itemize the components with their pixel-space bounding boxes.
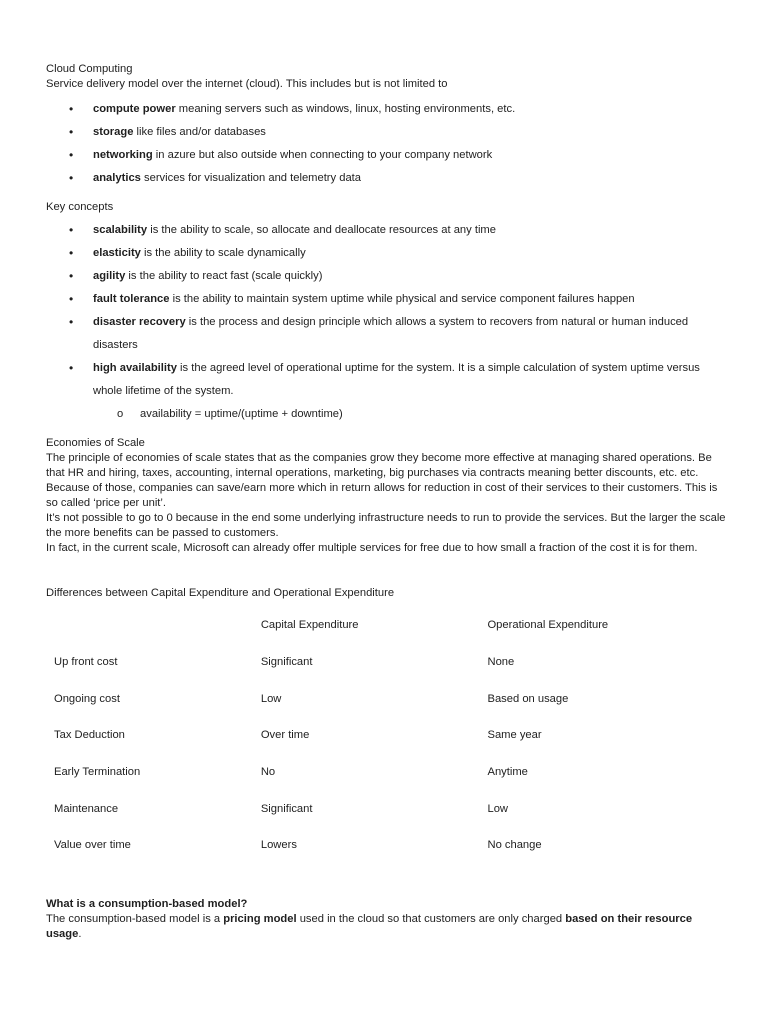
- table-cell: Anytime: [487, 766, 528, 779]
- list-item: [46, 265, 726, 288]
- description: services for visualization and telemetry data: [140, 172, 362, 184]
- term: elasticity: [93, 247, 141, 259]
- key-concepts-list: [46, 219, 726, 426]
- term: scalability: [93, 224, 148, 236]
- list-item: [46, 98, 726, 121]
- table-cell: Up front cost: [54, 656, 118, 669]
- text-segment: .: [78, 927, 82, 940]
- table-cell: Over time: [260, 729, 310, 742]
- term: agility: [93, 270, 126, 282]
- description: meaning servers such as windows, linux, hosting environments, etc.: [175, 103, 516, 115]
- text-segment: used in the cloud so that customers are only charged: [296, 912, 566, 925]
- term: high availability: [93, 362, 177, 374]
- table-cell: Maintenance: [54, 802, 119, 815]
- differences-heading: Differences between Capital Expenditure and Operational Expenditure: [46, 587, 395, 599]
- list-item: [46, 242, 726, 265]
- table-row: [46, 717, 726, 754]
- column-header: Capital Expenditure: [260, 619, 359, 632]
- term: networking: [93, 149, 153, 161]
- table-cell: Significant: [260, 656, 313, 669]
- description: is the ability to scale, so allocate and deallocate resources at any time: [147, 224, 496, 236]
- capex-opex-table: [46, 607, 726, 864]
- economies-paragraph: In fact, in the current scale, Microsoft can already offer multiple services for free due to how small a fraction of the cost it is for them.: [46, 542, 698, 554]
- description: is the process and design principle which allows a system to recovers from natural or human induced disasters: [93, 316, 689, 351]
- cloud-computing-heading: Cloud Computing: [46, 63, 133, 75]
- list-item: [46, 219, 726, 242]
- table-cell: Significant: [260, 802, 313, 815]
- table-cell: Based on usage: [487, 692, 569, 705]
- term: fault tolerance: [93, 293, 170, 305]
- table-cell: Same year: [487, 729, 542, 742]
- list-item: [46, 121, 726, 144]
- table-row: [46, 790, 726, 827]
- description: is the ability to scale dynamically: [140, 247, 306, 259]
- term: compute power: [93, 103, 176, 115]
- table-cell: None: [487, 656, 515, 669]
- description: is the ability to maintain system uptime while physical and service component failures happen: [169, 293, 635, 305]
- key-concepts-heading: Key concepts: [46, 201, 114, 213]
- sub-list-item: o availability = uptime/(uptime + downtime): [93, 403, 726, 426]
- table-cell: Low: [487, 802, 509, 815]
- economies-paragraph: It’s not possible to go to 0 because in the end some underlying infrastructure needs to run to provide the services. But the larger the scale the more benefits can be passed to customers.: [46, 512, 726, 539]
- list-item: [46, 311, 726, 357]
- table-row: [46, 644, 726, 681]
- table-cell: No: [260, 766, 276, 779]
- text-segment: The consumption-based model is a: [46, 912, 224, 925]
- economies-paragraph: Because of those, companies can save/earn more which in return allows for reduction in cost of their services to their customers. This is so called ‘price per unit’.: [46, 482, 718, 509]
- economies-paragraph: The principle of economies of scale states that as the companies grow they become more effective at managing shared operations. Be that HR and hiring, taxes, accounting, internal operations, marketing, big purchases via contracts meaning better discounts, etc. etc.: [46, 452, 712, 479]
- list-item: [46, 288, 726, 311]
- term: disaster recovery: [93, 316, 186, 328]
- description: is the agreed level of operational uptime for the system. It is a simple calculation of system uptime versus whole lifetime of the system.: [93, 362, 700, 397]
- column-header: Operational Expenditure: [487, 619, 609, 632]
- bold-segment: pricing model: [223, 912, 297, 925]
- column-header: [46, 607, 253, 644]
- term: storage: [93, 126, 134, 138]
- table-cell: Value over time: [54, 839, 131, 852]
- table-header-row: [46, 607, 726, 644]
- list-item: [46, 167, 726, 190]
- table-cell: Early Termination: [54, 766, 141, 779]
- table-cell: Lowers: [260, 839, 297, 852]
- table-cell: Ongoing cost: [54, 692, 120, 705]
- table-row: [46, 754, 726, 791]
- table-cell: Low: [260, 692, 282, 705]
- table-row: [46, 827, 726, 864]
- bold-segment: based on their resource usage: [46, 912, 693, 940]
- consumption-paragraph: [46, 912, 726, 942]
- list-item: [46, 144, 726, 167]
- sub-list: [93, 403, 726, 426]
- table-row: [46, 680, 726, 717]
- document-page: [46, 62, 726, 942]
- list-item: [46, 357, 726, 426]
- cloud-computing-intro: Service delivery model over the internet (cloud). This includes but is not limited to: [46, 78, 448, 90]
- description: like files and/or databases: [133, 126, 266, 138]
- consumption-heading: What is a consumption-based model?: [46, 897, 248, 910]
- table-cell: Tax Deduction: [54, 729, 125, 742]
- term: analytics: [93, 172, 141, 184]
- table-cell: No change: [487, 839, 542, 852]
- description: in azure but also outside when connecting to your company network: [152, 149, 493, 161]
- description: is the ability to react fast (scale quickly): [125, 270, 323, 282]
- economies-heading: Economies of Scale: [46, 437, 145, 449]
- cloud-computing-list: [46, 98, 726, 190]
